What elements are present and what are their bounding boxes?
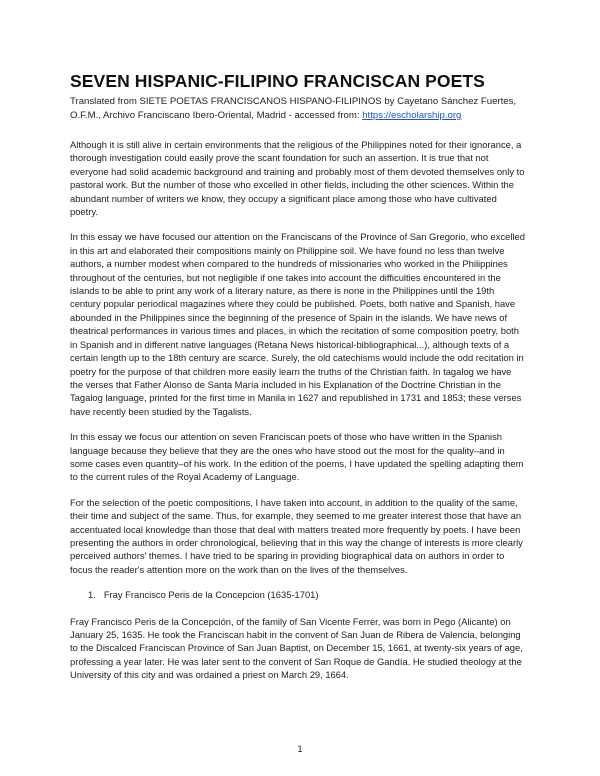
document-body <box>70 138 526 682</box>
paragraph: For the selection of the poetic compositions, I have taken into account, in addition to the quality of the same, their time and subject of the same. Thus, for example, they seemed to me greater interest those that have an accentuated local knowledge than those that deal with matters treated more frequently by poets. I have been presenting the authors in order chronological, believing that in this way the change of interests is more clearly perceived authors' themes. I have tried to be sparing in providing biographical data on authors in order to focus the reader's attention more on the work than on the lives of the themselves. <box>70 496 523 575</box>
subtitle-text: Translated from SIETE POETAS FRANCISCANOS HISPANO-FILIPINOS by Cayetano Sánchez Fuertes, O.F.M., Archivo Franciscano Ibero-Oriental, Madrid - accessed from: <box>70 96 517 121</box>
numbered-list <box>70 588 526 601</box>
list-marker: 1. <box>88 589 96 601</box>
document-title: SEVEN HISPANIC-FILIPINO FRANCISCAN POETS <box>70 71 485 91</box>
source-link[interactable]: https://escholarship.org <box>362 110 462 121</box>
list-item <box>88 588 526 601</box>
paragraph: In this essay we focus our attention on seven Franciscan poets of those who have written in the Spanish language because they believe that they are the ones who have stood out the most for the quality–and in some cases even quantity–of his work. In the edition of the poems, I have updated the spelling adapting them to the current rules of the Royal Academy of Language. <box>70 431 524 483</box>
paragraph: In this essay we have focused our attention on the Franciscans of the Province of San Gregorio, who excelled in this art and elaborated their compositions mainly on Philippine soil. We have found no less than twelve authors, a number modest when compared to the hundreds of missionaries who worked in the Philippines throughout of the centuries, but not negligible if one takes into account the difficulties encountered in the islands to be able to print any work of a literary nature, as there is none in the Philippines until the 19th century popular periodical magazines where they could be published. Poets, both native and Spanish, have abounded in the Philippines since the beginning of the presence of Spain in the islands. We have news of theatrical performances in various times and places, in which the recitation of some composition poetry, both in Spanish and in different native languages (Retana News historical-bibliographical...), although texts of a certain length up to the 18th century are scarce. Surely, the old catechisms would include the odd recitation in poetry for the purpose of that children more easily learn the truths of the Christian faith. In tagalog we have the verses that Father Alonso de Santa María included in his Explanation of the Doctrine Christian in the Tagalog language, printed for the first time in Manila in 1627 and republished in 1731 and 1853; these verses have recently been studied by the Tagalists. <box>70 231 525 417</box>
page-number: 1 <box>297 743 303 754</box>
paragraph: Fray Francisco Peris de la Concepción, of the family of San Vicente Ferrer, was born in Pego (Alicante) on January 25, 1635. He took the Franciscan habit in the convent of San Juan de Ribera de Valencia, belonging to the Discalced Franciscan Province of San Juan Baptist, on December 15, 1661, at twenty-six years of age, professing a year later. He was later sent to the convent of San Roque de Gandía. He studied theology at the University of this city and was ordained a priest on March 29, 1664. <box>70 615 523 681</box>
document-subtitle <box>70 95 526 123</box>
list-item-text: Fray Francisco Peris de la Concepcion (1635-1701) <box>103 589 319 601</box>
paragraph: Although it is still alive in certain environments that the religious of the Philippines noted for their ignorance, a thorough investigation could easily prove the scant foundation for such an assertion. It is true that not everyone had solid academic background and training and probably most of them devoted themselves only to pastoral work. But the number of those who excelled in other fields, including the other sciences. Within the abundant number of writers we know, they occupy a significant place among those who have cultivated poetry. <box>70 139 525 218</box>
